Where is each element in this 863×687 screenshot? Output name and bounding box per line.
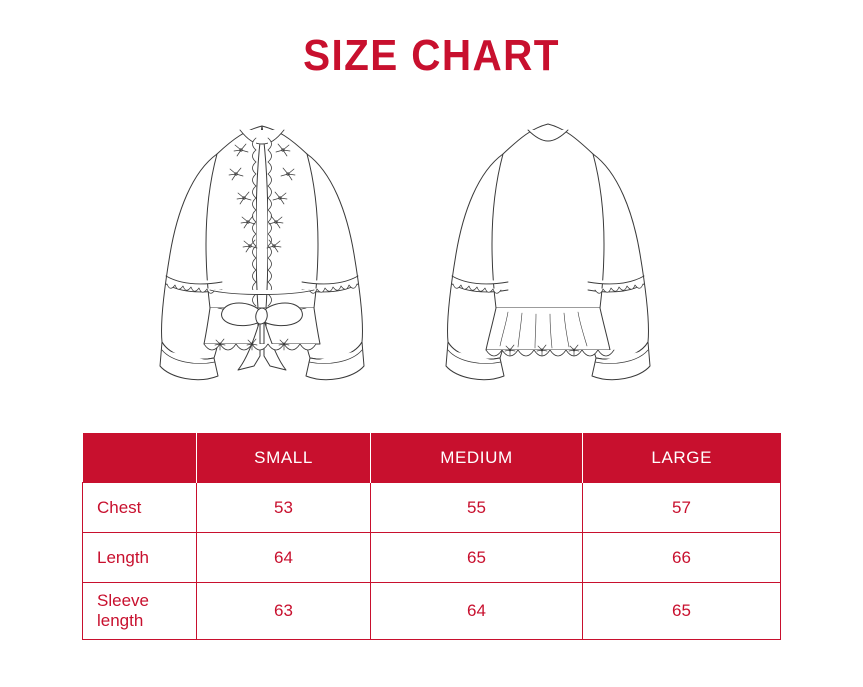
row-label-length: Length <box>83 533 197 583</box>
back-view <box>446 124 650 380</box>
table-header-small: SMALL <box>197 433 371 483</box>
cell-length-large: 66 <box>583 533 781 583</box>
cell-chest-small: 53 <box>197 483 371 533</box>
cell-length-small: 64 <box>197 533 371 583</box>
cell-chest-medium: 55 <box>371 483 583 533</box>
cell-length-medium: 65 <box>371 533 583 583</box>
blouse-technical-drawing <box>0 94 863 384</box>
size-chart-table <box>82 433 781 640</box>
table-row <box>83 583 781 640</box>
row-label-chest: Chest <box>83 483 197 533</box>
cell-sleeve-small: 63 <box>197 583 371 640</box>
size-chart-table-wrapper <box>82 433 780 640</box>
cell-sleeve-large: 65 <box>583 583 781 640</box>
row-label-sleeve-length: Sleeve length <box>83 583 197 640</box>
table-header-large: LARGE <box>583 433 781 483</box>
cell-chest-large: 57 <box>583 483 781 533</box>
front-view <box>160 126 364 380</box>
page-title: SIZE CHART <box>303 31 560 80</box>
table-header-corner <box>83 433 197 483</box>
table-row <box>83 483 781 533</box>
cell-sleeve-medium: 64 <box>371 583 583 640</box>
table-header-row <box>83 433 781 483</box>
table-header-medium: MEDIUM <box>371 433 583 483</box>
table-row <box>83 533 781 583</box>
